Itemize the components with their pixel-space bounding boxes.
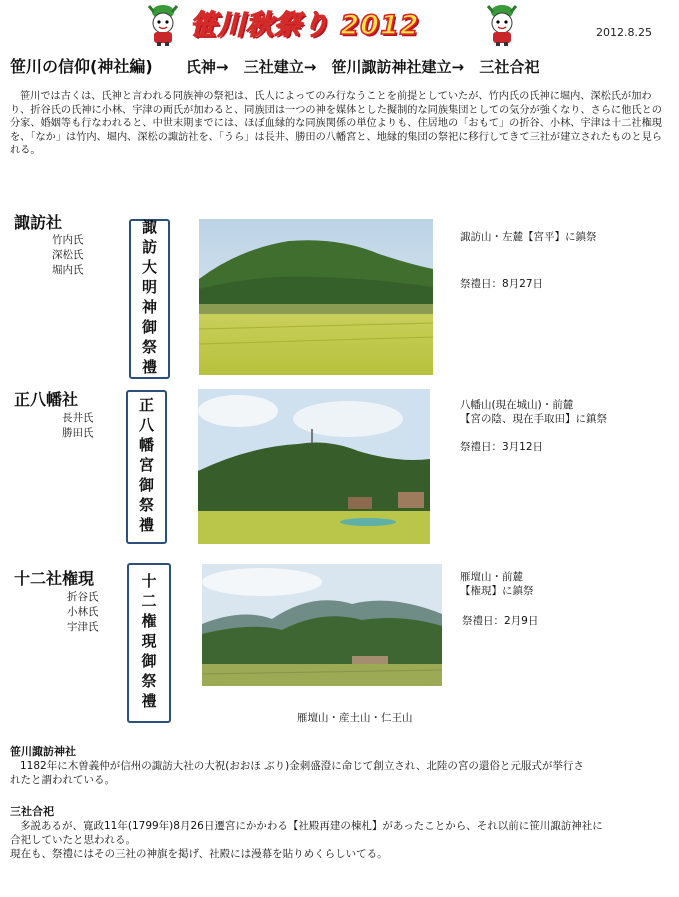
section-line: 1182年に木曽義仲が信州の諏訪大社の大祝(おおほ ぶり)金刺盛澄に命じて創立され、北陸の宮の還俗と元服式が挙行さ [20, 760, 584, 772]
festival-vertical-box [129, 219, 170, 379]
shrine-location-line: 【宮の陰、現在手取田】に鎮祭 [460, 413, 607, 425]
shrine-location [460, 570, 534, 598]
title-step: 氏神→ [185, 58, 229, 76]
page-title-main: 笹川の信仰(神社編) [10, 57, 153, 76]
clan-item: 勝田氏 [62, 427, 94, 439]
title-step: 三社建立→ [243, 58, 317, 76]
section-line: 多説あるが、寛政11年(1799年)8月26日遷宮にかかわる【社殿再建の棟札】があったことから、それ以前に笹川諏訪神社に [20, 820, 603, 832]
festival-date: 祭禮日：2月9日 [462, 615, 539, 627]
festival-date: 祭禮日：8月27日 [460, 278, 544, 290]
shrine-location-line: 雁壇山・前麓 [460, 571, 523, 583]
clan-item: 小林氏 [67, 606, 99, 618]
festival-vertical-text: 諏訪大明神御祭禮 [140, 219, 158, 379]
shrine-location: 諏訪山・左麓【宮平】に鎮祭 [460, 231, 597, 243]
clan-item: 折谷氏 [67, 591, 99, 603]
mountain-village-photo [198, 389, 430, 544]
clan-list [52, 233, 84, 278]
clan-list [67, 590, 99, 635]
shrine-name: 諏訪社 [14, 213, 63, 232]
mascot-left-icon [143, 4, 183, 46]
festival-banner-title: 笹川秋祭り 2012 [190, 10, 420, 41]
section-line: 現在も、祭禮にはその三社の神旗を掲げ、社殿には漫幕を貼りめくらしいてる。 [10, 848, 388, 860]
section-suwa-shrine [10, 743, 665, 787]
mascot-right-icon [482, 4, 522, 46]
clan-item: 竹内氏 [52, 234, 84, 246]
mountain-rice-field-photo [199, 219, 433, 375]
clan-item: 深松氏 [52, 249, 84, 261]
festival-vertical-box [127, 563, 171, 723]
section-heading: 三社合祀 [10, 805, 54, 818]
shrine-location-line: 八幡山(現在城山)・前麓 [460, 399, 574, 411]
title-step: 三社合祀 [479, 58, 540, 76]
section-heading: 笹川諏訪神社 [10, 745, 76, 758]
page-date: 2012.8.25 [596, 26, 652, 39]
clan-item: 堀内氏 [52, 264, 84, 276]
title-step: 笹川諏訪神社建立→ [331, 58, 465, 76]
intro-paragraph: 笹川では古くは、氏神と言われる同族神の祭祀は、氏人によってのみ行なうことを前提としていたが、竹内氏の氏神に堀内、深松氏が加わり、折谷氏の氏神に小林、宇津の両氏が加わると、同族団は一つの神を媒体とした擬制的な同族集団としての気分が強くなり、さらに他氏との分家、婚姻等も行なわれると、中世末期までには、ほぼ血縁的な同族関係の単位よりも、住居地の「おもて」の折谷、小林、宇津は十二社権現を、「なか」は竹内、堀内、深松の諏訪社を、「うら」は長井、勝田の八幡宮と、地縁的集団の祭祀に移行してきて三社が建立されたものと見られる。 [10, 91, 662, 157]
section-line: れたと謂われている。 [10, 774, 115, 786]
festival-vertical-text: 十二権現御祭禮 [139, 573, 158, 713]
shrine-location-line: 【権現】に鎮祭 [460, 585, 534, 597]
page-title [10, 54, 549, 77]
festival-date: 祭禮日：3月12日 [460, 441, 544, 453]
clan-item: 宇津氏 [67, 621, 99, 633]
shrine-name: 正八幡社 [14, 390, 79, 409]
shrine-name: 十二社権現 [14, 569, 95, 588]
section-line: 合祀していたと思われる。 [10, 834, 136, 846]
section-three-shrines [10, 803, 665, 861]
clan-item: 長井氏 [62, 412, 94, 424]
shrine-location [460, 398, 607, 426]
clan-list [62, 411, 94, 441]
festival-vertical-box [126, 390, 167, 544]
festival-vertical-text: 正八幡宮御祭禮 [137, 397, 155, 537]
mountain-range-photo [202, 564, 442, 686]
photo-caption: 雁壇山・産土山・仁王山 [297, 712, 413, 724]
